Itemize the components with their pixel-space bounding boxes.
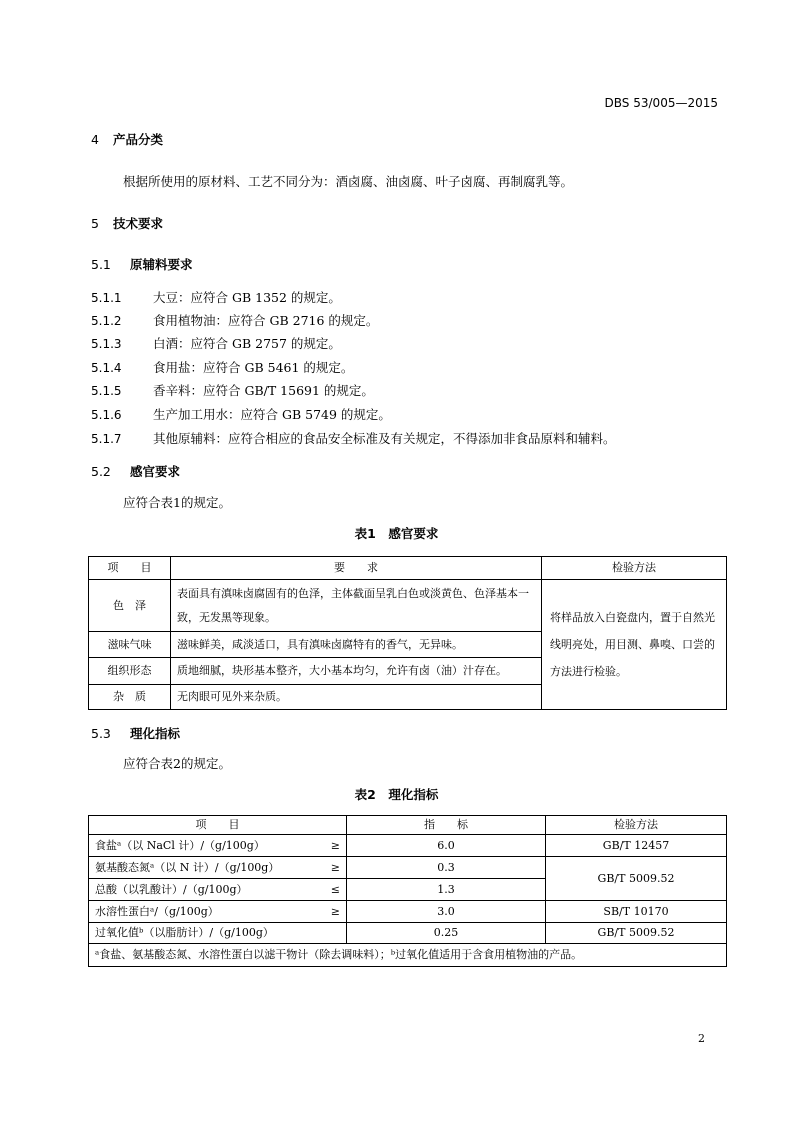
row-value: 0.3 bbox=[347, 857, 546, 879]
row-method: GB/T 5009.52 bbox=[546, 923, 727, 944]
clause-number: 5.1.1 bbox=[91, 291, 122, 305]
clause-text: 香辛料：应符合 GB/T 15691 的规定。 bbox=[153, 383, 374, 398]
header-method: 检验方法 bbox=[542, 557, 727, 580]
table-row bbox=[89, 835, 727, 857]
row-method: GB/T 5009.52 bbox=[546, 857, 727, 901]
clause-5-1-4 bbox=[91, 358, 353, 376]
section-5-2-heading bbox=[91, 462, 180, 480]
inspection-method: 将样品放入白瓷盘内，置于自然光线明亮处，用目测、鼻嗅、口尝的方法进行检验。 bbox=[542, 580, 727, 710]
section-5-2-text: 应符合表1的规定。 bbox=[123, 495, 231, 510]
section-number: 4 bbox=[91, 132, 99, 147]
row-item-cell bbox=[89, 923, 347, 944]
clause-number: 5.1.7 bbox=[91, 432, 122, 446]
table-row bbox=[89, 923, 727, 944]
clause-number: 5.1.6 bbox=[91, 408, 122, 422]
section-title: 产品分类 bbox=[113, 132, 164, 147]
row-item-cell bbox=[89, 835, 347, 857]
clause-text: 食用盐：应符合 GB 5461 的规定。 bbox=[153, 360, 354, 375]
section-title: 技术要求 bbox=[113, 216, 164, 231]
header-method: 检验方法 bbox=[546, 816, 727, 835]
row-requirement: 滋味鲜美，咸淡适口，具有滇味卤腐特有的香气，无异味。 bbox=[171, 632, 542, 658]
row-item: 水溶性蛋白ᵃ/（g/100g） bbox=[95, 904, 219, 918]
section-title: 感官要求 bbox=[130, 464, 181, 479]
table-row bbox=[89, 857, 727, 879]
table-row bbox=[89, 901, 727, 923]
page-number: 2 bbox=[698, 1032, 705, 1045]
section-title: 原辅料要求 bbox=[130, 257, 193, 272]
row-requirement: 表面具有滇味卤腐固有的色泽，主体截面呈乳白色或淡黄色、色泽基本一致，无发黑等现象。 bbox=[171, 580, 542, 632]
section-4-heading bbox=[91, 130, 163, 148]
row-item: 氨基酸态氮ᵃ（以 N 计）/（g/100g） bbox=[95, 860, 280, 874]
section-5-1-heading bbox=[91, 255, 193, 273]
clause-number: 5.1.2 bbox=[91, 314, 122, 328]
clause-5-1-2 bbox=[91, 311, 378, 329]
clause-5-1-7 bbox=[91, 429, 616, 447]
section-5-3-heading bbox=[91, 724, 180, 742]
comparison-operator: ≥ bbox=[330, 838, 340, 852]
row-item: 过氧化值ᵇ（以脂肪计）/（g/100g） bbox=[95, 926, 274, 939]
clause-5-1-3 bbox=[91, 334, 341, 352]
section-4-text: 根据所使用的原材料、工艺不同分为：酒卤腐、油卤腐、叶子卤腐、再制腐乳等。 bbox=[123, 174, 574, 189]
section-number: 5 bbox=[91, 216, 99, 231]
row-item: 色 泽 bbox=[89, 580, 171, 632]
clause-text: 大豆：应符合 GB 1352 的规定。 bbox=[153, 290, 341, 305]
section-number: 5.2 bbox=[91, 464, 111, 479]
row-requirement: 质地细腻，块形基本整齐，大小基本均匀，允许有卤（油）汁存在。 bbox=[171, 658, 542, 685]
comparison-operator: ≥ bbox=[330, 860, 340, 874]
clause-number: 5.1.4 bbox=[91, 361, 122, 375]
clause-number: 5.1.3 bbox=[91, 337, 122, 351]
comparison-operator: ≥ bbox=[330, 904, 340, 918]
table-1-caption: 表1 感官要求 bbox=[354, 526, 439, 541]
table-2-caption: 表2 理化指标 bbox=[354, 787, 439, 802]
clause-text: 白酒：应符合 GB 2757 的规定。 bbox=[153, 336, 341, 351]
row-item: 食盐ᵃ（以 NaCl 计）/（g/100g） bbox=[95, 838, 265, 852]
header-index: 指 标 bbox=[347, 816, 546, 835]
table-row bbox=[89, 580, 727, 632]
clause-number: 5.1.5 bbox=[91, 384, 122, 398]
row-method: SB/T 10170 bbox=[546, 901, 727, 923]
section-5-heading bbox=[91, 214, 163, 232]
table-footnote: ᵃ食盐、氨基酸态氮、水溶性蛋白以滤干物计（除去调味料）；ᵇ过氧化值适用于含食用植物油的产品。 bbox=[89, 944, 727, 967]
row-item-cell bbox=[89, 857, 347, 879]
row-value: 6.0 bbox=[347, 835, 546, 857]
section-number: 5.1 bbox=[91, 257, 111, 272]
table-header-row bbox=[89, 557, 727, 580]
row-value: 3.0 bbox=[347, 901, 546, 923]
clause-5-1-1 bbox=[91, 288, 341, 306]
doc-code: DBS 53/005—2015 bbox=[604, 96, 718, 110]
header-requirement: 要 求 bbox=[171, 557, 542, 580]
clause-text: 生产加工用水：应符合 GB 5749 的规定。 bbox=[153, 407, 391, 422]
section-5-3-text: 应符合表2的规定。 bbox=[123, 756, 231, 771]
table-footnote-row bbox=[89, 944, 727, 967]
clause-5-1-6 bbox=[91, 405, 391, 423]
section-title: 理化指标 bbox=[130, 726, 181, 741]
clause-text: 食用植物油：应符合 GB 2716 的规定。 bbox=[153, 313, 379, 328]
table-header-row bbox=[89, 816, 727, 835]
clause-5-1-5 bbox=[91, 381, 374, 399]
row-item-cell bbox=[89, 879, 347, 901]
row-value: 0.25 bbox=[347, 923, 546, 944]
row-item: 杂 质 bbox=[89, 685, 171, 710]
row-value: 1.3 bbox=[347, 879, 546, 901]
row-requirement: 无肉眼可见外来杂质。 bbox=[171, 685, 542, 710]
row-item-cell bbox=[89, 901, 347, 923]
section-number: 5.3 bbox=[91, 726, 111, 741]
row-item: 滋味气味 bbox=[89, 632, 171, 658]
clause-text: 其他原辅料：应符合相应的食品安全标准及有关规定，不得添加非食品原料和辅料。 bbox=[153, 431, 616, 446]
header-item: 项 目 bbox=[89, 557, 171, 580]
table-1-sensory bbox=[88, 556, 727, 710]
table-2-physicochemical bbox=[88, 815, 727, 967]
comparison-operator: ≤ bbox=[330, 882, 340, 896]
header-item: 项 目 bbox=[89, 816, 347, 835]
row-method: GB/T 12457 bbox=[546, 835, 727, 857]
row-item: 组织形态 bbox=[89, 658, 171, 685]
row-item: 总酸（以乳酸计）/（g/100g） bbox=[95, 882, 248, 896]
